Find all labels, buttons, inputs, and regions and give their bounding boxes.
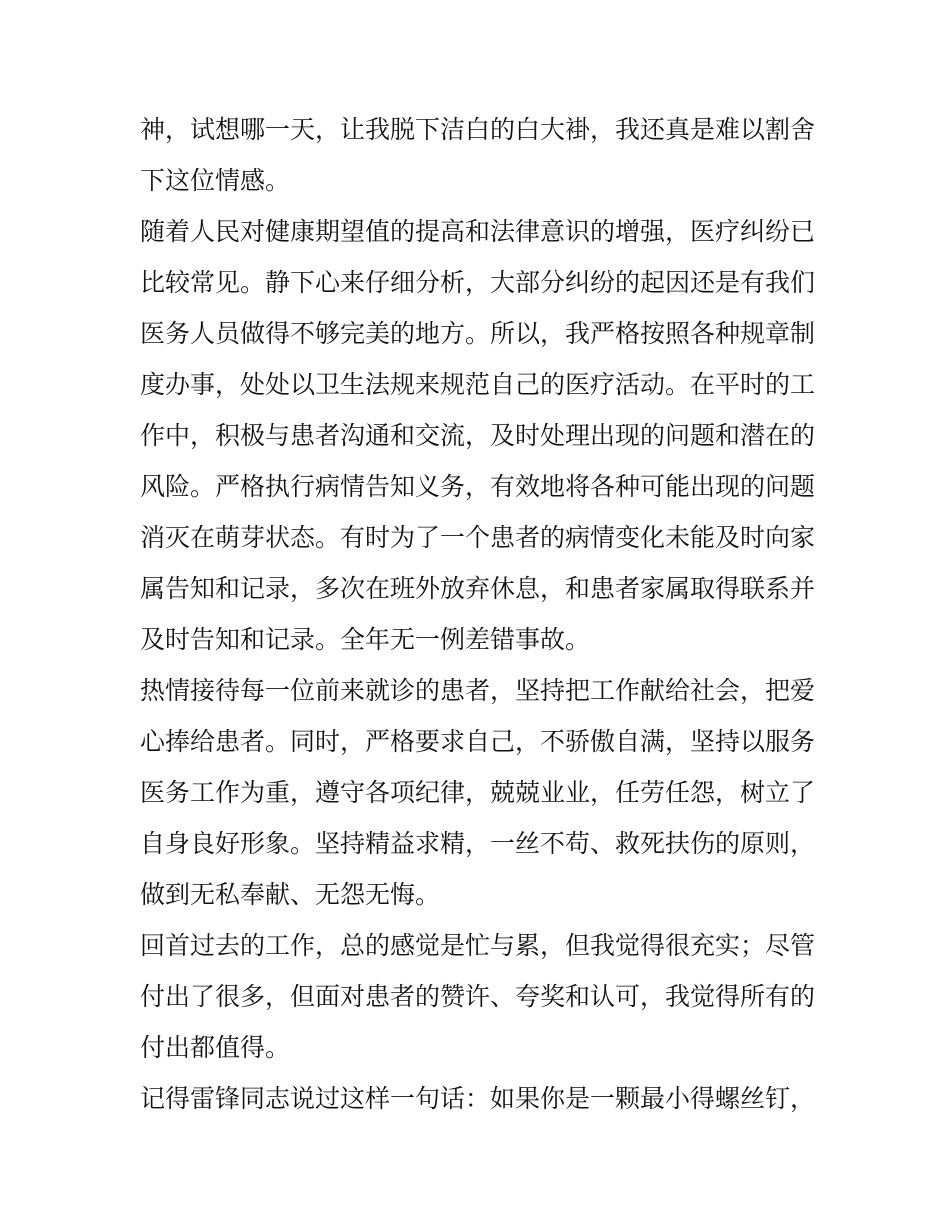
text-line: 心捧给患者。同时，严格要求自己，不骄傲自满，坚持以服务: [140, 727, 816, 756]
text-line: 热情接待每一位前来就诊的患者，坚持把工作献给社会，把爱: [140, 676, 816, 705]
text-line: 医务人员做得不够完美的地方。所以，我严格按照各种规章制: [140, 319, 816, 348]
text-line: 自身良好形象。坚持精益求精，一丝不苟、救死扶伤的原则，: [140, 829, 816, 858]
text-line: 下这位情感。: [140, 166, 291, 195]
body-text: [140, 104, 820, 1124]
text-line: 医务工作为重，遵守各项纪律，兢兢业业，任劳任怨，树立了: [140, 778, 816, 807]
text-line: 付出都值得。: [140, 1033, 291, 1062]
text-line: 作中，积极与患者沟通和交流，及时处理出现的问题和潜在的: [140, 421, 816, 450]
text-line: 消灭在萌芽状态。有时为了一个患者的病情变化未能及时向家: [140, 523, 816, 552]
text-line: 比较常见。静下心来仔细分析，大部分纠纷的起因还是有我们: [140, 268, 816, 297]
text-line: 神，试想哪一天，让我脱下洁白的白大褂，我还真是难以割舍: [140, 115, 816, 144]
text-line: 风险。严格执行病情告知义务，有效地将各种可能出现的问题: [140, 472, 816, 501]
text-line: 做到无私奉献、无怨无悔。: [140, 880, 441, 909]
text-line: 属告知和记录，多次在班外放弃休息，和患者家属取得联系并: [140, 574, 816, 603]
text-line: 随着人民对健康期望值的提高和法律意识的增强，医疗纠纷已: [140, 217, 816, 246]
text-line: 付出了很多，但面对患者的赞许、夸奖和认可，我觉得所有的: [140, 982, 816, 1011]
text-line: 度办事，处处以卫生法规来规范自己的医疗活动。在平时的工: [140, 370, 816, 399]
text-line: 回首过去的工作，总的感觉是忙与累，但我觉得很充实；尽管: [140, 931, 816, 960]
text-line: 记得雷锋同志说过这样一句话：如果你是一颗最小得螺丝钉，: [140, 1084, 816, 1113]
text-line: 及时告知和记录。全年无一例差错事故。: [140, 625, 591, 654]
